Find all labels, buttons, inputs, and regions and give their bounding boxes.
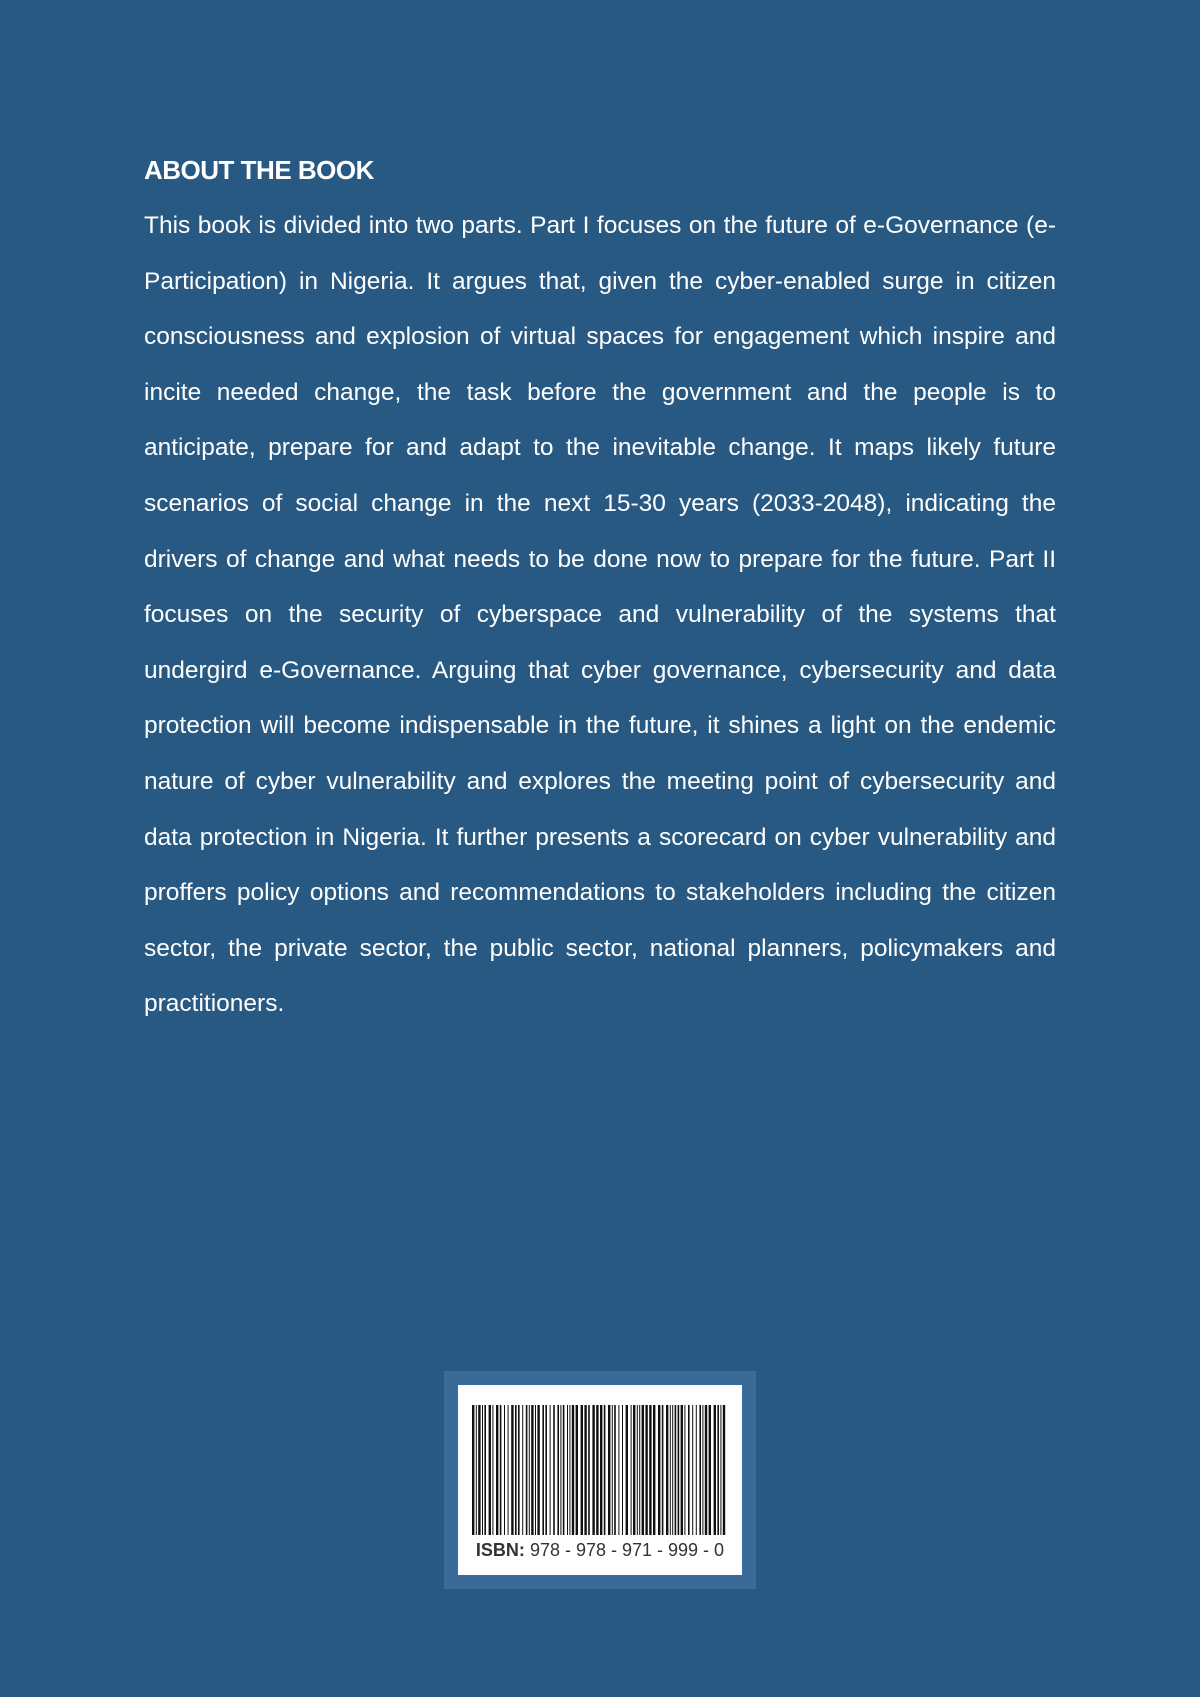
barcode-bar <box>637 1405 638 1535</box>
barcode-bar <box>557 1405 559 1535</box>
barcode-bar <box>653 1405 655 1535</box>
barcode-bar <box>560 1405 561 1535</box>
barcode-bar <box>670 1405 671 1535</box>
barcode-bar <box>699 1405 701 1535</box>
barcode-bar <box>639 1405 640 1535</box>
barcode-bar <box>645 1405 647 1535</box>
barcode-bar <box>545 1405 547 1535</box>
barcode-bar <box>666 1405 668 1535</box>
barcode-bar <box>702 1405 703 1535</box>
barcode-bar <box>662 1405 664 1535</box>
barcode-bar <box>626 1405 628 1535</box>
barcode-bar <box>563 1405 565 1535</box>
barcode-bar <box>550 1405 551 1535</box>
about-heading: ABOUT THE BOOK <box>144 155 374 185</box>
barcode-bar <box>633 1405 635 1535</box>
barcode-bar <box>515 1405 517 1535</box>
barcode-bar <box>569 1405 570 1535</box>
isbn-text <box>458 1540 742 1561</box>
barcode-bar <box>631 1405 632 1535</box>
barcode-bar <box>476 1405 477 1535</box>
barcode-bar <box>508 1405 509 1535</box>
barcode-bar <box>723 1405 725 1535</box>
barcode-bar <box>614 1405 616 1535</box>
barcode-bar <box>567 1405 568 1535</box>
barcode-bar <box>604 1405 606 1535</box>
barcode-bar <box>581 1405 583 1535</box>
barcode-bar <box>608 1405 610 1535</box>
barcode-bar <box>622 1405 623 1535</box>
barcode-bar <box>478 1405 480 1535</box>
barcode-bar <box>537 1405 539 1535</box>
barcode-bar <box>504 1405 505 1535</box>
barcode-bar <box>649 1405 651 1535</box>
barcode-bar <box>618 1405 619 1535</box>
barcode-bar <box>681 1405 683 1535</box>
barcode-bar <box>526 1405 528 1535</box>
barcode-bar <box>535 1405 536 1535</box>
barcode-bar <box>600 1405 602 1535</box>
barcode-bar <box>482 1405 483 1535</box>
barcode-bar <box>612 1405 613 1535</box>
barcode-bar <box>672 1405 673 1535</box>
barcode-bar <box>484 1405 486 1535</box>
barcode-bar <box>553 1405 555 1535</box>
barcode-bar <box>531 1405 533 1535</box>
barcode-frame <box>444 1371 756 1589</box>
barcode-bar <box>684 1405 685 1535</box>
barcode-bar <box>511 1405 513 1535</box>
barcode-bar <box>705 1405 707 1535</box>
barcode-bar <box>529 1405 530 1535</box>
barcode-bar <box>642 1405 644 1535</box>
about-section <box>144 150 1056 1032</box>
barcode-bar <box>518 1405 520 1535</box>
barcode-bar <box>489 1405 491 1535</box>
barcode-bar <box>542 1405 544 1535</box>
barcode-bar <box>576 1405 578 1535</box>
barcode-bar <box>588 1405 590 1535</box>
barcode-bar <box>709 1405 711 1535</box>
barcode-bar <box>572 1405 574 1535</box>
barcode-bar <box>714 1405 716 1535</box>
barcode-bar <box>717 1405 719 1535</box>
barcode-bar <box>688 1405 690 1535</box>
barcode-bar <box>658 1405 660 1535</box>
barcode-bar <box>720 1405 721 1535</box>
barcode-bar <box>696 1405 697 1535</box>
isbn-number: 978 - 978 - 971 - 999 - 0 <box>529 1540 725 1560</box>
barcode-bar <box>692 1405 693 1535</box>
barcode-bar <box>584 1405 586 1535</box>
barcode-image <box>472 1405 728 1535</box>
barcode-bar <box>675 1405 677 1535</box>
barcode-bar <box>596 1405 598 1535</box>
barcode-bar <box>678 1405 680 1535</box>
barcode-bar <box>500 1405 502 1535</box>
barcode-bar <box>592 1405 594 1535</box>
isbn-label: ISBN: <box>475 1540 525 1560</box>
barcode-bar <box>492 1405 493 1535</box>
about-body-text: This book is divided into two parts. Part I focuses on the future of e-Governance (e-Participation) in Nigeria. It argues that, given the cyber-enabled surge in citizen consciousness and explosion of virtual spaces for engagement which inspire and incite needed change, the task before the government and the people is to anticipate, prepare for and adapt to the inevitable change. It maps likely future scenarios of social change in the next 15-30 years (2033-2048), indicating the drivers of change and what needs to be done now to prepare for the future. Part II focuses on the security of cyberspace and vulnerability of the systems that undergird e-Governance. Arguing that cyber governance, cybersecurity and data protection will become indispensable in the future, it shines a light on the endemic nature of cyber vulnerability and explores the meeting point of cybersecurity and data protection in Nigeria. It further presents a scorecard on cyber vulnerability and proffers policy options and recommendations to stakeholders including the citizen sector, the private sector, the public sector, national planners, policymakers and practitioners. <box>144 212 1056 1018</box>
barcode-bar <box>472 1405 474 1535</box>
barcode-card <box>458 1385 742 1575</box>
barcode-bar <box>522 1405 523 1535</box>
barcode-bar <box>496 1405 498 1535</box>
